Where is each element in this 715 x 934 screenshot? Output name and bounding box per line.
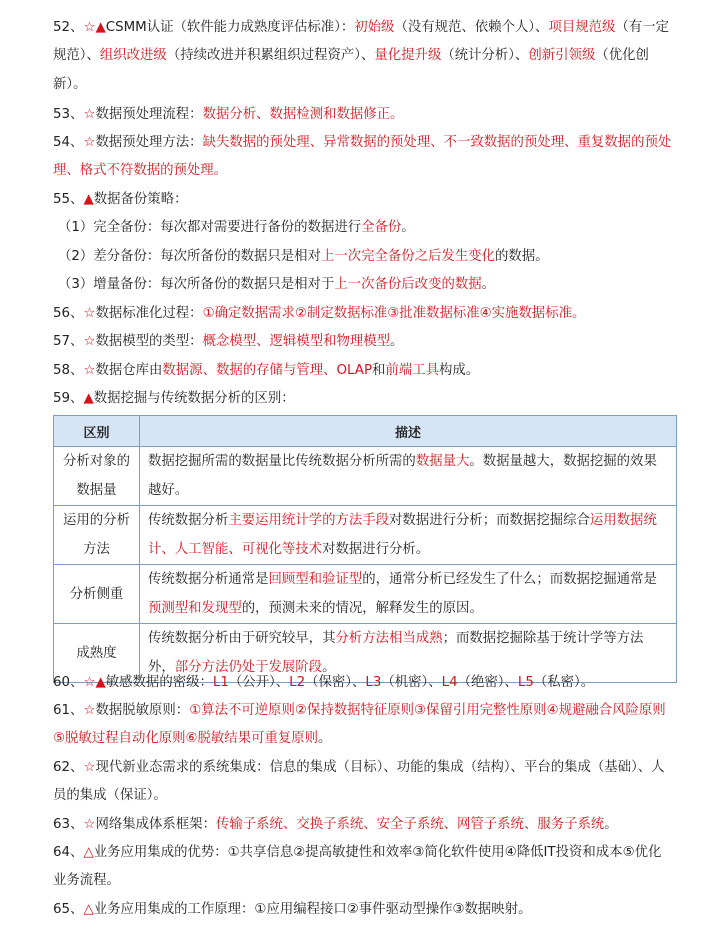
- item-55-sub-2: （2）差分备份：每次所备份的数据只是相对上一次完全备份之后发生变化的数据。: [58, 249, 549, 264]
- item-57: 57、☆数据模型的类型：概念模型、逻辑模型和物理模型。: [53, 334, 404, 349]
- item-65: 65、△业务应用集成的工作原理：①应用编程接口②事件驱动型操作③数据映射。: [53, 902, 532, 917]
- item-62: 62、☆现代新业态需求的系统集成：信息的集成（目标）、功能的集成（结构）、平台的集成（基础）、人员的集成（保证）。: [53, 760, 665, 804]
- triangle-icon: ▲: [83, 192, 94, 207]
- item-54: 54、☆数据预处理方法：缺失数据的预处理、异常数据的预处理、不一致数据的预处理、重复数据的预处理、格式不符数据的预处理。: [53, 135, 672, 179]
- item-52: 52、☆▲CSMM认证（软件能力成熟度评估标准）：初始级（没有规范、依赖个人）、项目规范级（有一定规范）、组织改进级（持续改进并积累组织过程资产）、量化提升级（统计分析）、创新引领级（优化创新）。: [53, 20, 669, 92]
- item-55: 55、▲数据备份策略：: [53, 192, 188, 207]
- item-59: 59、▲数据挖掘与传统数据分析的区别：: [53, 391, 295, 406]
- item-61: 61、☆数据脱敏原则：①算法不可逆原则②保持数据特征原则③保留引用完整性原则④规避融合风险原则⑤脱敏过程自动化原则⑥脱敏结果可重复原则。: [53, 703, 666, 747]
- table-header-row: [54, 416, 677, 447]
- table-row: [54, 447, 677, 506]
- comparison-table: [53, 415, 677, 683]
- table-header-cell: 描述: [140, 416, 677, 447]
- triangle-outline-icon: △: [83, 845, 94, 860]
- triangle-outline-icon: △: [83, 902, 94, 917]
- triangle-icon: ▲: [95, 20, 106, 35]
- star-icon: ☆: [83, 817, 96, 832]
- star-icon: ☆: [83, 675, 96, 690]
- table-cell-key: 成熟度: [54, 624, 140, 683]
- table-cell-key: 运用的分析方法: [54, 506, 140, 565]
- item-60: 60、☆▲敏感数据的密级：L1（公开）、L2（保密）、L3（机密）、L4（绝密）、L5（私密）。: [53, 675, 595, 690]
- triangle-icon: ▲: [83, 391, 94, 406]
- table-cell-desc: 数据挖掘所需的数据量比传统数据分析所需的数据量大。数据量越大，数据挖掘的效果越好。: [140, 447, 677, 506]
- star-icon: ☆: [83, 760, 96, 775]
- item-56: 56、☆数据标准化过程：①确定数据需求②制定数据标准③批准数据标准④实施数据标准。: [53, 306, 586, 321]
- item-64: 64、△业务应用集成的优势：①共享信息②提高敏捷性和效率③简化软件使用④降低IT投资和成本⑤优化业务流程。: [53, 845, 662, 889]
- item-55-sub-3: （3）增量备份：每次所备份的数据只是相对于上一次备份后改变的数据。: [58, 277, 496, 292]
- star-icon: ☆: [83, 135, 96, 150]
- star-icon: ☆: [83, 334, 96, 349]
- item-55-sub-1: （1）完全备份：每次都对需要进行备份的数据进行全备份。: [58, 220, 415, 235]
- star-icon: ☆: [83, 107, 96, 122]
- item-63: 63、☆网络集成体系框架：传输子系统、交换子系统、安全子系统、网管子系统、服务子系统。: [53, 817, 618, 832]
- star-icon: ☆: [83, 306, 96, 321]
- table-cell-desc: 传统数据分析由于研究较早，其分析方法相当成熟；而数据挖掘除基于统计学等方法外，部分方法仍处于发展阶段。: [140, 624, 677, 683]
- table-cell-desc: 传统数据分析主要运用统计学的方法手段对数据进行分析；而数据挖掘综合运用数据统计、人工智能、可视化等技术对数据进行分析。: [140, 506, 677, 565]
- item-53: 53、☆数据预处理流程：数据分析、数据检测和数据修正。: [53, 107, 404, 122]
- table-row: [54, 565, 677, 624]
- table-cell-key: 分析对象的数据量: [54, 447, 140, 506]
- table-row: [54, 506, 677, 565]
- table-header-cell: 区别: [54, 416, 140, 447]
- table-cell-desc: 传统数据分析通常是回顾型和验证型的，通常分析已经发生了什么；而数据挖掘通常是预测型和发现型的，预测未来的情况，解释发生的原因。: [140, 565, 677, 624]
- triangle-icon: ▲: [95, 675, 106, 690]
- star-icon: ☆: [83, 20, 96, 35]
- star-icon: ☆: [83, 363, 96, 378]
- table-cell-key: 分析侧重: [54, 565, 140, 624]
- star-icon: ☆: [83, 703, 96, 718]
- item-58: 58、☆数据仓库由数据源、数据的存储与管理、OLAP和前端工具构成。: [53, 363, 480, 378]
